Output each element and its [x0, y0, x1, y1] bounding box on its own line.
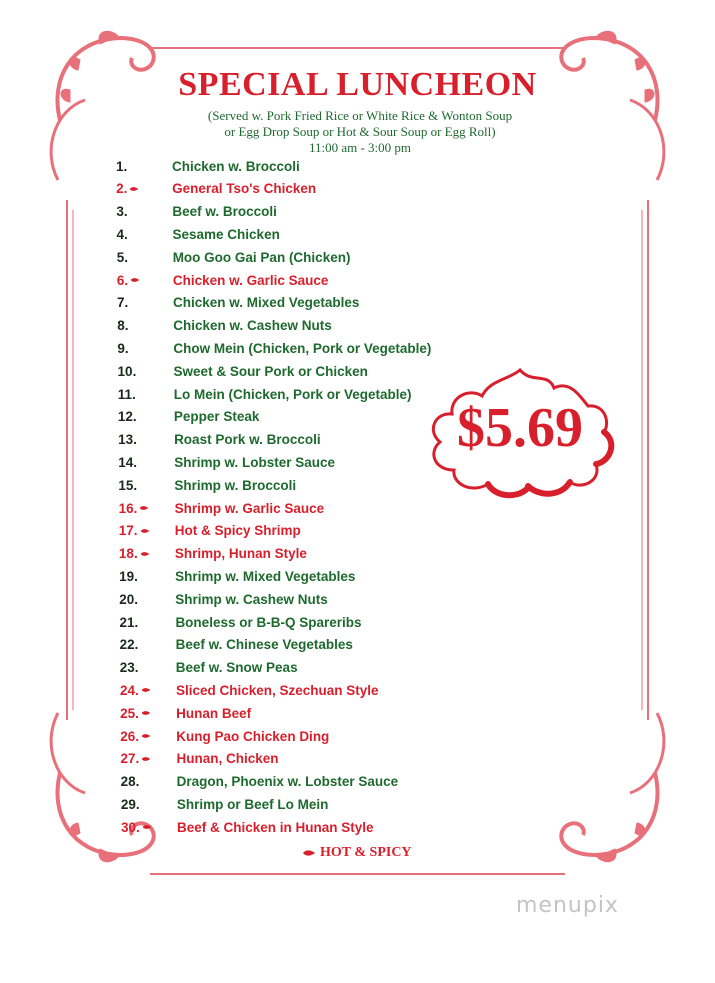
menu-item-number-text: 27. [120, 751, 140, 767]
menu-item [119, 521, 301, 541]
menu-item-number [116, 159, 172, 174]
menu-item-number-text: 5. [116, 249, 128, 265]
chili-pepper-icon [141, 732, 151, 740]
menu-item-number-text: 19. [119, 568, 138, 584]
menu-item-number [121, 774, 177, 789]
menu-item [119, 498, 325, 518]
menu-item [119, 589, 328, 609]
menu-item-number-text: 17. [118, 523, 138, 539]
menu-item-name: Shrimp or Beef Lo Mein [176, 796, 329, 812]
menu-item-name: Moo Goo Gai Pan (Chicken) [172, 249, 351, 265]
menu-item-number-text: 14. [118, 454, 138, 470]
menu-item [117, 224, 280, 244]
menu-item-number [119, 501, 175, 516]
menu-item-number-text: 26. [120, 728, 140, 744]
menu-item-number-text: 1. [116, 158, 128, 174]
menu-item-number [116, 204, 172, 219]
menu-item-number-text: 22. [119, 637, 139, 653]
menu-item-name: Boneless or B-B-Q Spareribs [175, 614, 362, 630]
menu-item-name: Beef w. Chinese Vegetables [175, 637, 353, 653]
chili-pepper-icon [141, 686, 151, 694]
menu-item-number [120, 683, 176, 698]
menu-item-number-text: 23. [119, 660, 139, 676]
menu-item [118, 407, 260, 427]
menu-item-number-text: 24. [119, 682, 139, 698]
menu-item-number [119, 592, 175, 607]
chili-pepper-icon [129, 185, 139, 193]
menu-item-number [117, 227, 173, 242]
menu-item [118, 475, 296, 495]
menu-item-name: Beef w. Broccoli [172, 204, 277, 220]
menu-item-number-text: 3. [116, 204, 128, 220]
menu-item-name: Chow Mein (Chicken, Pork or Vegetable) [173, 340, 432, 356]
menu-item-name: Sliced Chicken, Szechuan Style [175, 682, 379, 698]
menu-item [116, 202, 277, 222]
menu-item-name: Kung Pao Chicken Ding [176, 728, 330, 744]
menu-item-number [118, 364, 174, 379]
menu-item [120, 726, 329, 746]
menu-item-number [119, 546, 175, 561]
menu-item-name: Hot & Spicy Shrimp [174, 523, 301, 539]
chili-pepper-icon [141, 709, 151, 717]
menu-item-number [117, 341, 173, 356]
menu-item-number [117, 318, 173, 333]
menu-item [121, 817, 374, 837]
menu-item-name: Shrimp w. Garlic Sauce [174, 500, 325, 516]
menu-item-number-text: 25. [120, 705, 139, 721]
menu-item-number [118, 455, 174, 470]
menu-item-number-text: 11. [117, 386, 136, 402]
menu-item-number-text: 29. [120, 796, 140, 812]
menu-item-name: Shrimp, Hunan Style [174, 546, 307, 562]
served-with-note [150, 108, 570, 156]
menu-item-number [120, 706, 176, 721]
menu-item-name: Hunan, Chicken [176, 751, 279, 767]
legend-label: HOT & SPICY [320, 845, 412, 860]
menu-item [117, 338, 431, 358]
menu-item-number-text: 10. [117, 363, 137, 379]
menu-item-number-text: 12. [117, 409, 137, 425]
menu-item-number [121, 820, 177, 835]
menu-item [119, 544, 307, 564]
menu-item-number [117, 250, 173, 265]
menu-item-number [120, 751, 176, 766]
menu-item-number [118, 387, 174, 402]
menu-item [120, 680, 379, 700]
menu-item [119, 566, 355, 586]
menu-item [119, 612, 361, 632]
menu-item-name: Pepper Steak [173, 409, 260, 425]
menu-item-number-text: 8. [117, 318, 129, 334]
menu-item-name: General Tso's Chicken [172, 181, 317, 197]
chili-pepper-icon [140, 550, 150, 558]
menu-item-name: Dragon, Phoenix w. Lobster Sauce [176, 774, 399, 790]
menu-item-number-text: 4. [116, 226, 128, 242]
hot-spicy-legend [300, 845, 412, 861]
menu-item-number [121, 797, 177, 812]
menu-item-name: Lo Mein (Chicken, Pork or Vegetable) [173, 386, 412, 402]
chili-pepper-icon [142, 823, 152, 831]
menu-item [116, 156, 300, 176]
chili-pepper-icon [141, 755, 151, 763]
menu-item-number-text: 21. [119, 614, 139, 630]
menu-item [117, 316, 332, 336]
menu-item-name: Shrimp w. Cashew Nuts [175, 591, 328, 607]
menu-item-number-text: 6. [116, 272, 129, 288]
menu-item-number [118, 478, 174, 493]
menu-item-name: Shrimp w. Broccoli [174, 477, 297, 493]
menu-item [118, 452, 335, 472]
menu-item-number [118, 409, 174, 424]
menu-item [121, 772, 399, 792]
menu-item-name: Shrimp w. Lobster Sauce [174, 454, 336, 470]
menu-item-number-text: 28. [120, 774, 140, 790]
menu-item [118, 430, 321, 450]
menu-item-number [118, 432, 174, 447]
menu-item-number-text: 7. [117, 295, 129, 311]
chili-pepper-icon [140, 527, 150, 535]
menu-item [120, 703, 251, 723]
menu-item [117, 247, 351, 267]
subtitle-line: or Egg Drop Soup or Hot & Sour Soup or Egg Roll) [224, 124, 496, 139]
menu-item [121, 794, 329, 814]
menu-item-name: Roast Pork w. Broccoli [174, 432, 321, 448]
menu-item [118, 384, 412, 404]
menu-item-number-text: 20. [119, 591, 139, 607]
menu-item-name: Hunan Beef [176, 705, 252, 721]
price-label: $5.69 [457, 397, 583, 459]
menu-item-number-text: 18. [118, 546, 138, 562]
menu-item-name: Chicken w. Broccoli [172, 158, 300, 174]
menu-item [117, 270, 329, 290]
menu-item [116, 179, 316, 199]
menu-item-name: Sweet & Sour Pork or Chicken [173, 363, 368, 379]
menu-item-number [117, 295, 173, 310]
menu-item [120, 749, 278, 769]
menu-item [120, 635, 353, 655]
chili-pepper-icon [130, 276, 140, 284]
chili-pepper-icon [139, 504, 149, 512]
menu-item-number-text: 30. [121, 819, 140, 835]
hours-line: 11:00 am - 3:00 pm [308, 140, 412, 155]
menu-item-number [120, 660, 176, 675]
menu-item-name: Chicken w. Garlic Sauce [172, 272, 329, 288]
menu-item-number [119, 569, 175, 584]
menu-item [117, 293, 359, 313]
menu-item-number-text: 2. [116, 181, 128, 197]
menu-item-number [119, 523, 175, 538]
menu-item-number [119, 615, 175, 630]
menu-item-number-text: 16. [118, 500, 138, 516]
menu-item-name: Sesame Chicken [172, 226, 280, 242]
watermark-text: menupix [516, 893, 619, 918]
menu-item-number-text: 15. [118, 477, 138, 493]
menu-item-number-text: 13. [118, 432, 137, 448]
subtitle-line: (Served w. Pork Fried Rice or White Rice & Wonton Soup [207, 108, 513, 123]
menu-item-number-text: 9. [117, 340, 129, 356]
menu-item-number [117, 273, 173, 288]
chili-pepper-icon [302, 848, 316, 858]
menu-item [118, 361, 368, 381]
menu-item-name: Chicken w. Cashew Nuts [173, 318, 332, 334]
menu-item-name: Beef w. Snow Peas [175, 660, 298, 676]
menu-item-number [120, 729, 176, 744]
menu-item-name: Shrimp w. Mixed Vegetables [175, 568, 356, 584]
menu-item-name: Chicken w. Mixed Vegetables [173, 295, 360, 311]
menu-item-number [120, 637, 176, 652]
menu-item-name: Beef & Chicken in Hunan Style [177, 819, 374, 835]
page-title: SPECIAL LUNCHEON [178, 66, 537, 103]
menu-item [120, 658, 298, 678]
menu-item-number [116, 181, 172, 196]
